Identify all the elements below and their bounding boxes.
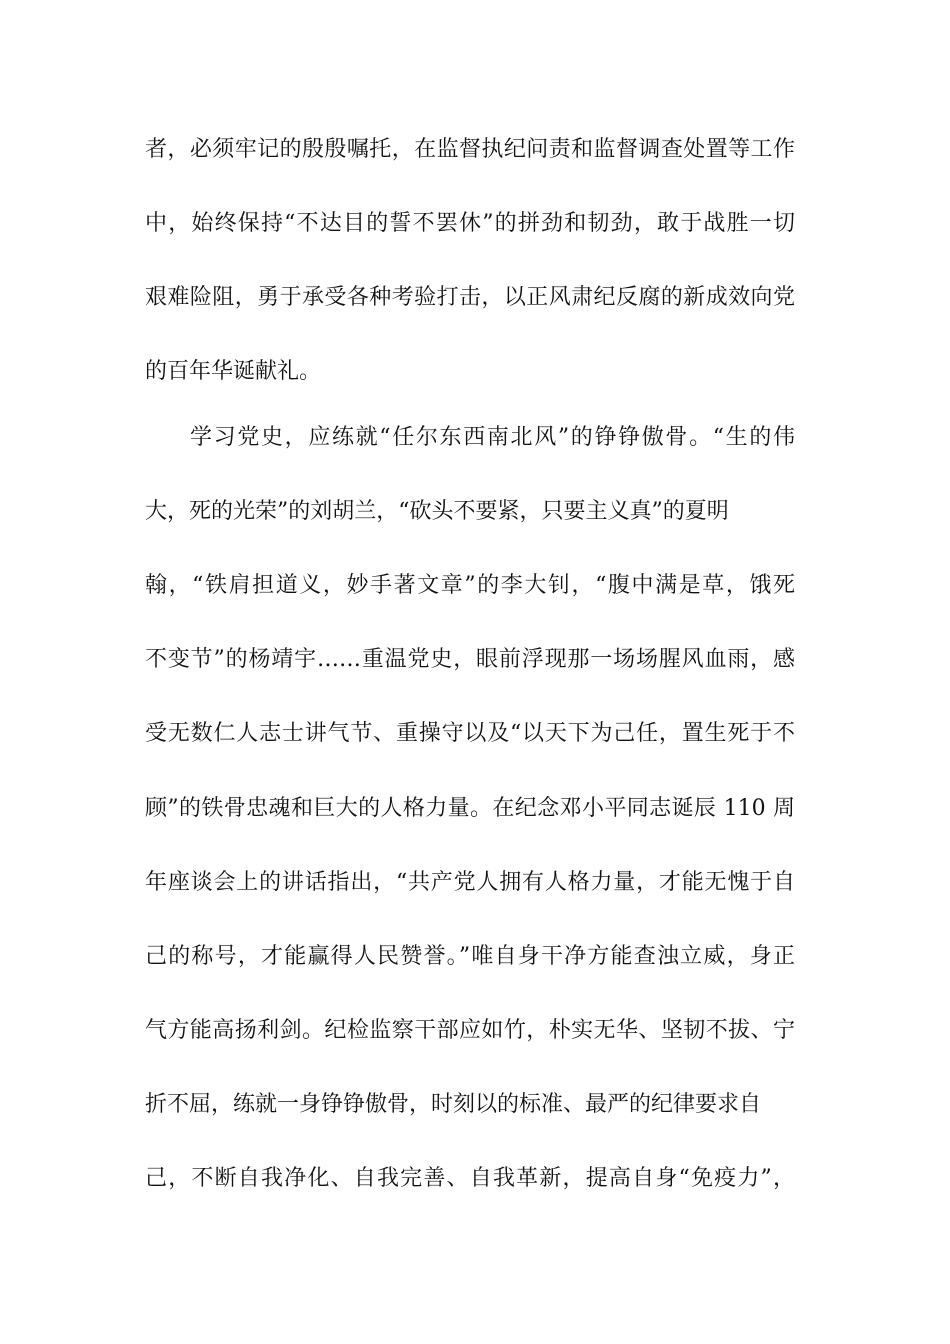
text-line-11: 年座谈会上的讲话指出，“共产党人拥有人格力量，才能无愧于自 [145,870,795,895]
text-line-2: 中，始终保持“不达目的誓不罢休”的拼劲和韧劲，敢于战胜一切 [145,211,795,236]
text-line-15: 己，不断自我净化、自我完善、自我革新，提高自身“免疫力”， [145,1166,795,1191]
text-line-13: 气方能高扬利剑。纪检监察干部应如竹，朴实无华、坚韧不拔、宁 [145,1018,795,1043]
text-line-10: 顾”的铁骨忠魂和巨大的人格力量。在纪念邓小平同志诞辰 110 周 [145,796,795,821]
text-line-14: 折不屈，练就一身铮铮傲骨，时刻以的标准、最严的纪律要求自 [145,1092,762,1117]
text-line-7: 翰，“铁肩担道义，妙手著文章”的李大钊，“腹中满是草，饿死 [145,573,795,598]
text-line-4: 的百年华诞献礼。 [145,359,322,384]
text-line-12: 己的称号，才能赢得人民赞誉。”唯自身干净方能查浊立威，身正 [145,944,795,969]
text-line-8: 不变节”的杨靖宇……重温党史，眼前浮现那一场场腥风血雨，感 [145,647,795,672]
text-line-9: 受无数仁人志士讲气节、重操守以及“以天下为己任，置生死于不 [145,721,795,746]
text-line-1: 者，必须牢记的殷殷嘱托，在监督执纪问责和监督调查处置等工作 [145,137,795,162]
text-line-6: 大，死的光荣”的刘胡兰，“砍头不要紧，只要主义真”的夏明 [145,499,729,524]
text-line-3: 艰难险阻，勇于承受各种考验打击，以正风肃纪反腐的新成效向党 [145,285,795,310]
paragraph-start-line: 学习党史，应练就“任尔东西南北风”的铮铮傲骨。“生的伟 [190,425,795,450]
